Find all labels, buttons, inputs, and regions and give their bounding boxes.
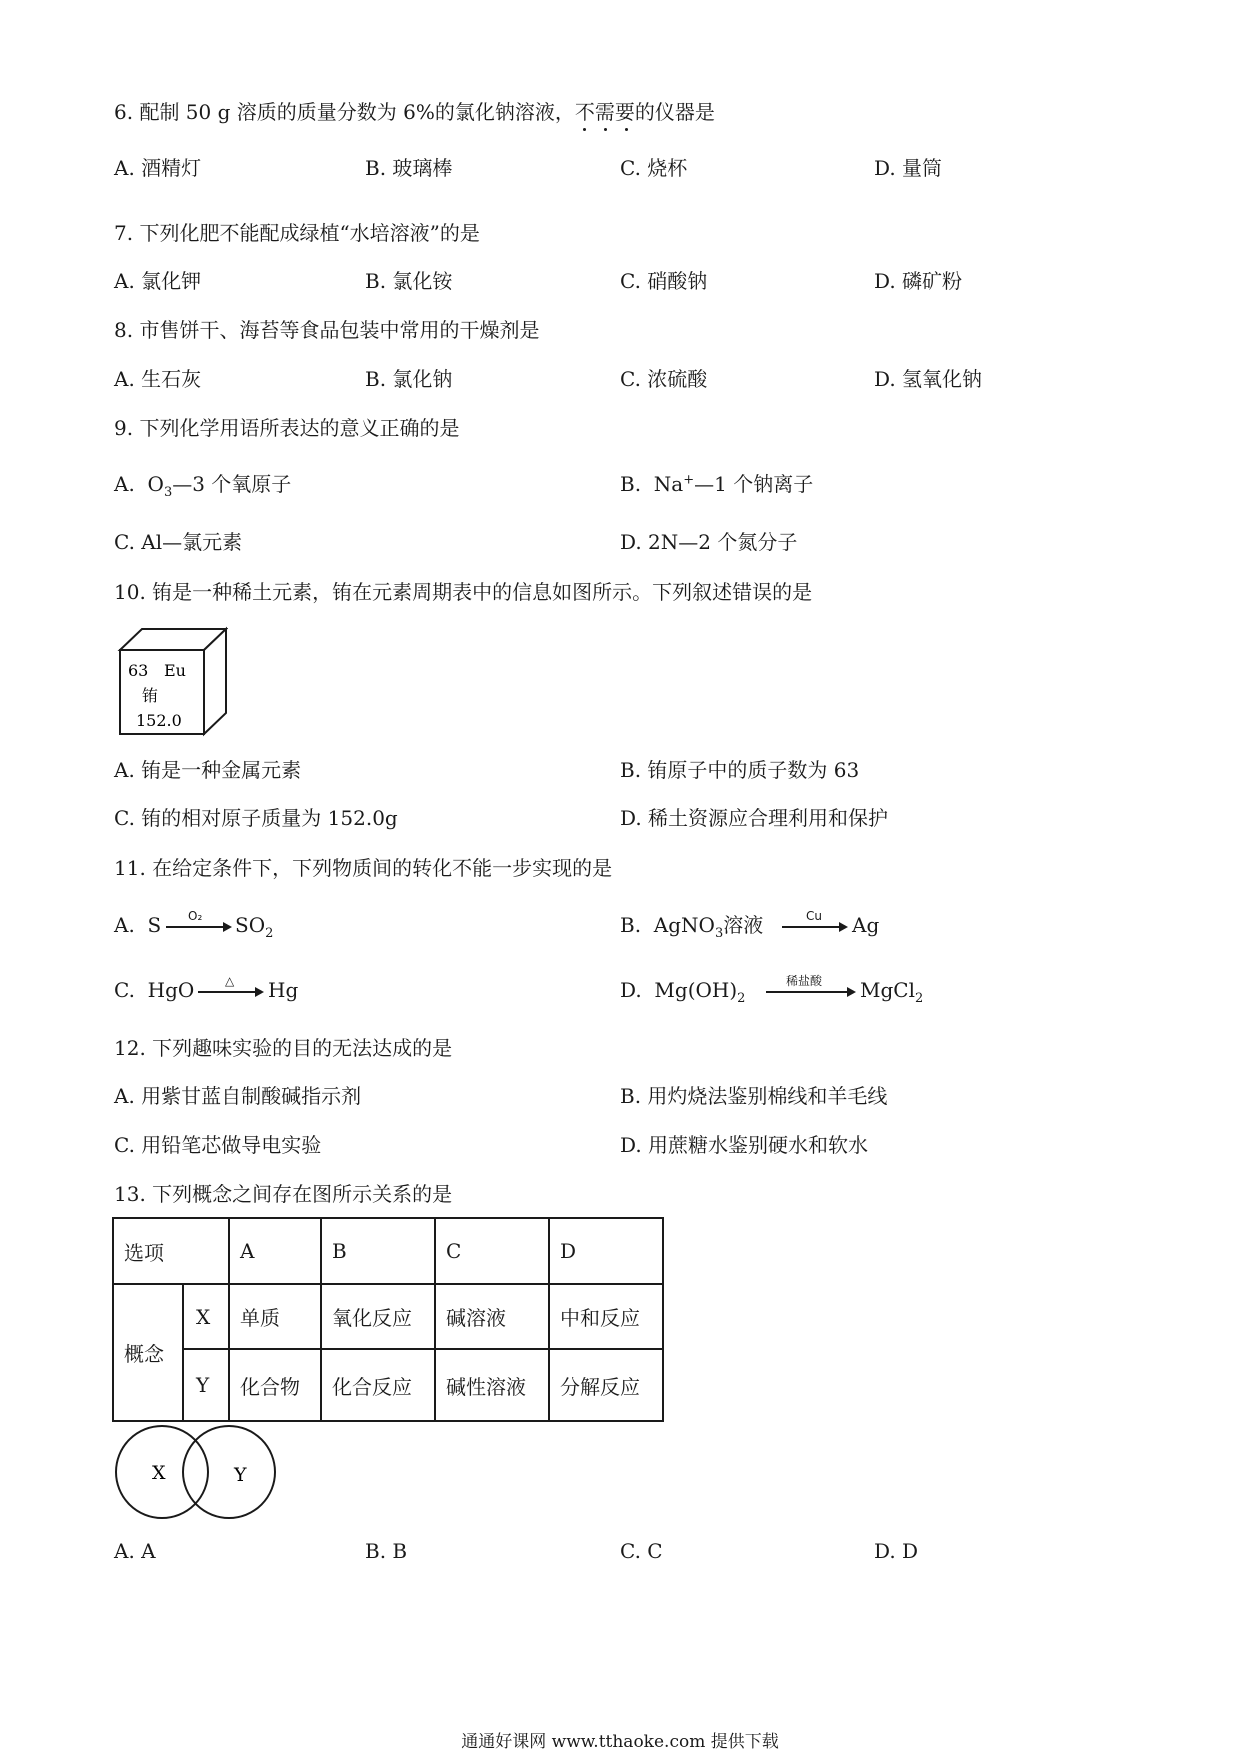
- table-header-cell: A: [229, 1218, 321, 1284]
- q13-option-c[interactable]: C. C: [620, 1539, 663, 1563]
- table-header-cell: 选项: [113, 1218, 229, 1284]
- q9-option-d[interactable]: D. 2N—2 个氮分子: [620, 530, 798, 554]
- q11-a-product: $SO_2$: [235, 913, 274, 941]
- question-6-stem-end: 的仪器是: [634, 100, 715, 124]
- q9-option-b[interactable]: B. Na+—1 个钠离子: [620, 472, 814, 496]
- question-9-stem: 9. 下列化学用语所表达的意义正确的是: [114, 416, 460, 440]
- table-cell: 化合物: [229, 1349, 321, 1421]
- reaction-arrow-icon: [198, 991, 262, 993]
- q11-option-a[interactable]: A. S: [114, 913, 162, 937]
- q11-option-c[interactable]: C. HgO: [114, 978, 195, 1002]
- element-number: 63: [128, 661, 149, 680]
- q13-option-b[interactable]: B. B: [365, 1539, 408, 1563]
- table-cell: 碱性溶液: [435, 1349, 549, 1421]
- question-12-stem: 12. 下列趣味实验的目的无法达成的是: [114, 1036, 453, 1060]
- q6-option-c[interactable]: C. 烧杯: [620, 156, 688, 180]
- q8-option-a[interactable]: A. 生石灰: [114, 367, 202, 391]
- table-header-row: [113, 1218, 663, 1284]
- emphasis-text: 不需要: [575, 102, 635, 122]
- venn-label-y: Y: [234, 1464, 247, 1486]
- emphasis-dots: [575, 128, 637, 134]
- q10-option-d[interactable]: D. 稀土资源应合理利用和保护: [620, 806, 889, 830]
- table-header-cell: D: [549, 1218, 663, 1284]
- question-8-stem: 8. 市售饼干、海苔等食品包装中常用的干燥剂是: [114, 318, 540, 342]
- reaction-arrow-icon: [766, 991, 854, 993]
- reaction-condition: 稀盐酸: [786, 974, 823, 988]
- q12-option-b[interactable]: B. 用灼烧法鉴别棉线和羊毛线: [620, 1084, 888, 1108]
- q8-option-c[interactable]: C. 浓硫酸: [620, 367, 708, 391]
- reaction-arrow-icon: [782, 926, 846, 928]
- table-cell: 单质: [229, 1284, 321, 1349]
- table-cell: 碱溶液: [435, 1284, 549, 1349]
- question-6-stem: [114, 102, 715, 122]
- venn-circle-y: [183, 1426, 275, 1518]
- question-11-stem: 11. 在给定条件下，下列物质间的转化不能一步实现的是: [114, 856, 613, 880]
- q12-option-d[interactable]: D. 用蔗糖水鉴别硬水和软水: [620, 1133, 869, 1157]
- q11-d-product: MgCl$_2$: [860, 978, 924, 1006]
- q7-option-d[interactable]: D. 磷矿粉: [874, 269, 963, 293]
- table-group-label: 概念: [113, 1284, 183, 1421]
- table-cell: 化合反应: [321, 1349, 435, 1421]
- table-cell: X: [183, 1284, 229, 1349]
- q11-option-d[interactable]: D. $Mg(OH)_2$: [620, 978, 746, 1006]
- table-cell: 中和反应: [549, 1284, 663, 1349]
- table-header-cell: C: [435, 1218, 549, 1284]
- q8-option-d[interactable]: D. 氢氧化钠: [874, 367, 983, 391]
- question-10-stem: 10. 铕是一种稀土元素，铕在元素周期表中的信息如图所示。下列叙述错误的是: [114, 580, 813, 604]
- q6-option-a[interactable]: A. 酒精灯: [114, 156, 202, 180]
- table-cell: 分解反应: [549, 1349, 663, 1421]
- q11-b-product: Ag: [852, 913, 880, 937]
- q8-option-b[interactable]: B. 氯化钠: [365, 367, 453, 391]
- reaction-condition: O₂: [188, 909, 203, 923]
- element-name: 铕: [142, 686, 159, 705]
- reaction-arrow-icon: [166, 926, 230, 928]
- table-cell: Y: [183, 1349, 229, 1421]
- q9-option-c[interactable]: C. Al—氯元素: [114, 530, 243, 554]
- q10-option-b[interactable]: B. 铕原子中的质子数为 63: [620, 758, 860, 782]
- table-row: [113, 1284, 663, 1349]
- q12-option-c[interactable]: C. 用铅笔芯做导电实验: [114, 1133, 322, 1157]
- q6-option-b[interactable]: B. 玻璃棒: [365, 156, 453, 180]
- q7-option-c[interactable]: C. 硝酸钠: [620, 269, 708, 293]
- q9-option-a[interactable]: A. $O_3—3$ 个氧原子: [114, 472, 292, 500]
- q7-option-b[interactable]: B. 氯化铵: [365, 269, 453, 293]
- element-tile-figure: [116, 626, 228, 738]
- q12-option-a[interactable]: A. 用紫甘蓝自制酸碱指示剂: [114, 1084, 362, 1108]
- table-row: [113, 1349, 663, 1421]
- table-header-cell: B: [321, 1218, 435, 1284]
- q13-option-a[interactable]: A. A: [114, 1539, 156, 1563]
- question-13-stem: 13. 下列概念之间存在图所示关系的是: [114, 1182, 453, 1206]
- page-footer: 通通好课网 www.tthaoke.com 提供下载: [461, 1732, 779, 1752]
- element-mass: 152.0: [136, 711, 182, 730]
- reaction-condition: Cu: [806, 909, 822, 923]
- element-symbol: Eu: [164, 661, 186, 680]
- q13-option-d[interactable]: D. D: [874, 1539, 919, 1563]
- q11-option-b[interactable]: B. AgNO$_3$溶液: [620, 913, 764, 941]
- table-cell: 氧化反应: [321, 1284, 435, 1349]
- venn-label-x: X: [152, 1462, 166, 1484]
- q11-c-product: Hg: [268, 978, 299, 1002]
- question-7-stem: 7. 下列化肥不能配成绿植“水培溶液”的是: [114, 221, 480, 245]
- venn-diagram: [112, 1423, 282, 1523]
- q10-option-c[interactable]: C. 铕的相对原子质量为 152.0g: [114, 806, 398, 830]
- q6-option-d[interactable]: D. 量筒: [874, 156, 943, 180]
- question-6-stem-text: 6. 配制 50 g 溶质的质量分数为 6%的氯化钠溶液，: [114, 100, 575, 124]
- concept-table: [112, 1217, 664, 1422]
- reaction-condition: △: [225, 974, 235, 988]
- q10-option-a[interactable]: A. 铕是一种金属元素: [114, 758, 302, 782]
- q7-option-a[interactable]: A. 氯化钾: [114, 269, 202, 293]
